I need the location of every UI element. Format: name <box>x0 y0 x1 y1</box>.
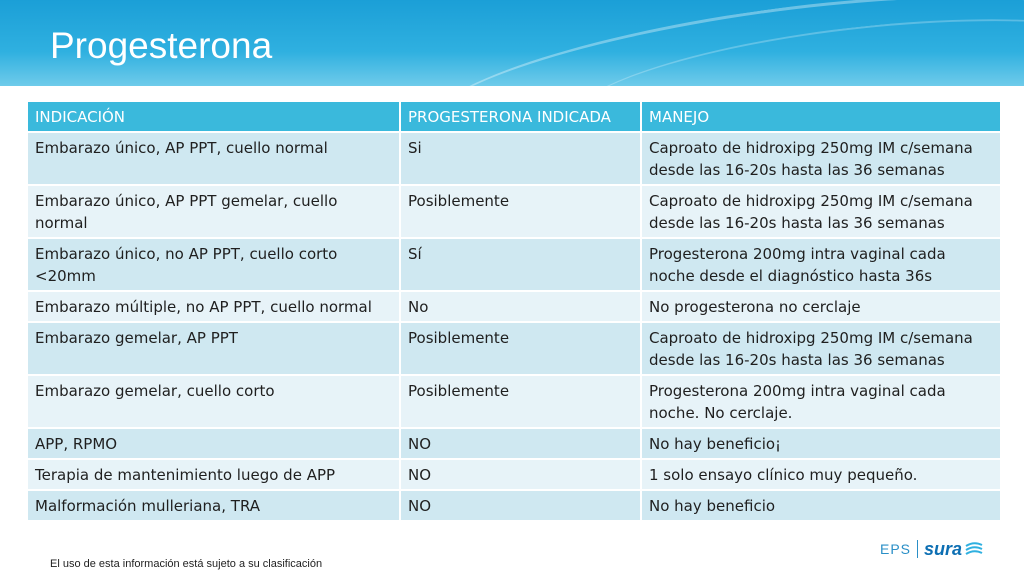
table-row <box>27 490 1001 521</box>
cell-manejo: 1 solo ensayo clínico muy pequeño. <box>641 459 1001 490</box>
logo-sura-text: sura <box>924 538 963 559</box>
cell-progesterona: NO <box>400 490 641 521</box>
column-header-indicacion: INDICACIÓN <box>27 101 400 132</box>
table-row <box>27 132 1001 185</box>
cell-progesterona: NO <box>400 428 641 459</box>
cell-progesterona: Posiblemente <box>400 375 641 428</box>
table-row <box>27 459 1001 490</box>
cell-indicacion: Embarazo único, AP PPT, cuello normal <box>27 132 400 185</box>
slide-header <box>0 0 1024 86</box>
progesterone-table <box>26 100 1002 522</box>
cell-indicacion: Embarazo gemelar, AP PPT <box>27 322 400 375</box>
cell-manejo: Progesterona 200mg intra vaginal cada noche desde el diagnóstico hasta 36s <box>641 238 1001 291</box>
table-row <box>27 375 1001 428</box>
cell-progesterona: Posiblemente <box>400 185 641 238</box>
cell-indicacion: Embarazo único, AP PPT gemelar, cuello normal <box>27 185 400 238</box>
cell-manejo: No progesterona no cerclaje <box>641 291 1001 322</box>
column-header-progesterona-indicada: PROGESTERONA INDICADA <box>400 101 641 132</box>
table-row <box>27 185 1001 238</box>
sura-wave-icon <box>965 541 983 557</box>
cell-progesterona: Posiblemente <box>400 322 641 375</box>
logo-divider <box>917 540 918 558</box>
cell-manejo: Caproato de hidroxipg 250mg IM c/semana desde las 16-20s hasta las 36 semanas <box>641 322 1001 375</box>
cell-manejo: Caproato de hidroxipg 250mg IM c/semana desde las 16-20s hasta las 36 semanas <box>641 185 1001 238</box>
table-row <box>27 238 1001 291</box>
cell-progesterona: Sí <box>400 238 641 291</box>
table-header-row <box>27 101 1001 132</box>
cell-indicacion: Embarazo único, no AP PPT, cuello corto <20mm <box>27 238 400 291</box>
table-row <box>27 291 1001 322</box>
classification-footer: El uso de esta información está sujeto a su clasificación <box>50 558 323 570</box>
cell-manejo: No hay beneficio¡ <box>641 428 1001 459</box>
cell-progesterona: Si <box>400 132 641 185</box>
cell-indicacion: Embarazo múltiple, no AP PPT, cuello normal <box>27 291 400 322</box>
slide-title: Progesterona <box>50 25 273 66</box>
cell-manejo: Progesterona 200mg intra vaginal cada noche. No cerclaje. <box>641 375 1001 428</box>
cell-indicacion: Embarazo gemelar, cuello corto <box>27 375 400 428</box>
cell-manejo: No hay beneficio <box>641 490 1001 521</box>
cell-manejo: Caproato de hidroxipg 250mg IM c/semana desde las 16-20s hasta las 36 semanas <box>641 132 1001 185</box>
cell-progesterona: No <box>400 291 641 322</box>
logo-eps-text: EPS <box>880 541 912 557</box>
cell-indicacion: APP, RPMO <box>27 428 400 459</box>
eps-sura-logo <box>880 537 983 561</box>
table-row <box>27 428 1001 459</box>
cell-progesterona: NO <box>400 459 641 490</box>
cell-indicacion: Terapia de mantenimiento luego de APP <box>27 459 400 490</box>
cell-indicacion: Malformación mulleriana, TRA <box>27 490 400 521</box>
column-header-manejo: MANEJO <box>641 101 1001 132</box>
table-row <box>27 322 1001 375</box>
